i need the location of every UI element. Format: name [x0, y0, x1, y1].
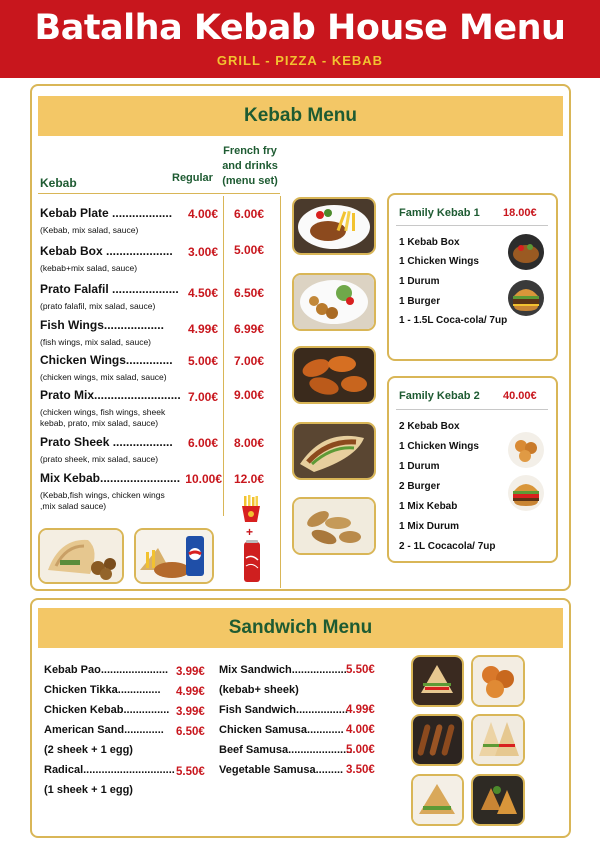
menu-item-desc: (fish wings, mix salad, sauce) [40, 337, 152, 347]
family-kebab-2-item: 1 Chicken Wings [399, 441, 479, 452]
menu-item-regular-price: 7.00€ [187, 390, 218, 404]
column-divider-right [280, 196, 281, 588]
menu-item-set-price: 5.00€ [233, 243, 265, 257]
triangle-sandwich-photo [471, 714, 525, 766]
menu-item-regular-price: 4.00€ [187, 207, 218, 221]
menu-item-regular-price: 10.00€ [185, 472, 222, 486]
sandwich-item-name: Vegetable Samusa......... [219, 764, 344, 776]
sandwich-item-name: Chicken Samusa............ [219, 724, 344, 736]
col-header-set [214, 144, 286, 189]
sandwich-item-name: American Sand............. [44, 724, 164, 736]
menu-item-desc: (prato sheek, mix salad, sauce) [40, 454, 159, 464]
family-kebab-1-item: 1 Kebab Box [399, 237, 460, 248]
menu-item-desc: (prato falafil, mix salad, sauce) [40, 301, 156, 311]
family-kebab-1-price: 18.00€ [503, 207, 537, 219]
menu-item-regular-price: 4.50€ [187, 286, 218, 300]
menu-item-name: Prato Mix.......................... [40, 388, 181, 402]
seekh-kebab-photo [411, 714, 464, 766]
family-kebab-2-item: 2 Burger [399, 481, 441, 492]
durum-wrap-photo [292, 422, 376, 480]
sandwich-item-price: 3.99€ [176, 706, 205, 718]
sandwich-item-name: Chicken Kebab............... [44, 704, 170, 716]
sandwich-item-price: 4.99€ [176, 686, 205, 698]
sandwich-item-price: 5.00€ [346, 744, 375, 756]
page-title: Batalha Kebab House Menu [34, 8, 566, 48]
family-kebab-1-item: 1 Durum [399, 276, 440, 287]
menu-item-name: Kebab Box .................... [40, 244, 173, 258]
kebab-plate-photo [292, 197, 376, 255]
sandwich-item-name: Mix Sandwich.................. [219, 664, 347, 676]
sandwich-item-name: Kebab Pao...................... [44, 664, 169, 676]
menu-item-name: Prato Falafil .................... [40, 282, 179, 296]
chicken-tikka-photo [471, 655, 525, 707]
sandwich-item-price: 3.99€ [176, 666, 205, 678]
col-header-set-line2: and drinks [222, 160, 278, 172]
col-header-regular: Regular [172, 172, 213, 184]
sandwich-item-price: 4.00€ [346, 724, 375, 736]
sandwich-item-price: 3.50€ [346, 764, 375, 776]
family-kebab-1-item: 1 Burger [399, 296, 441, 307]
sandwich-item-name: Chicken Tikka.............. [44, 684, 161, 696]
menu-item-name: Kebab Plate .................. [40, 206, 173, 220]
menu-item-set-price: 6.99€ [233, 322, 265, 336]
menu-item-name: Fish Wings.................. [40, 318, 164, 332]
grilled-sandwich-photo [411, 774, 464, 826]
family-kebab-1-item: 1 - 1.5L Coca-cola/ 7up [399, 315, 508, 326]
menu-item-regular-price: 6.00€ [187, 436, 218, 450]
menu-item-set-price: 6.00€ [233, 207, 265, 221]
menu-item-desc: (Kebab,fish wings, chicken wings [40, 490, 165, 500]
menu-item-desc: ,mix salad sauce) [40, 501, 107, 511]
cola-can-icon [243, 540, 261, 584]
burger-photo [508, 475, 544, 511]
menu-item-set-price: 12.0€ [233, 472, 265, 486]
family-kebab-2-item: 1 Durum [399, 461, 440, 472]
sandwich-menu-heading: Sandwich Menu [228, 617, 373, 638]
sandwich-item-price: 4.99€ [346, 704, 375, 716]
menu-item-name: Prato Sheek .................. [40, 435, 173, 449]
plus-sign: + [246, 525, 254, 539]
menu-item-set-price: 6.50€ [233, 286, 265, 300]
sandwich-item-note: (2 sheek + 1 egg) [44, 744, 133, 756]
menu-item-regular-price: 4.99€ [187, 322, 218, 336]
club-sandwich-photo [411, 655, 464, 707]
family-kebab-1-title: Family Kebab 1 [399, 207, 480, 219]
samusa-photo [471, 774, 525, 826]
family-kebab-2-title: Family Kebab 2 [399, 390, 480, 402]
sandwich-item-price: 5.50€ [346, 664, 375, 676]
sandwich-item-price: 6.50€ [176, 726, 205, 738]
menu-item-set-price: 7.00€ [233, 354, 265, 368]
family-kebab-2-price: 40.00€ [503, 390, 537, 402]
menu-item-set-price: 9.00€ [233, 388, 265, 402]
menu-item-desc: kebab, prato, mix salad, sauce) [40, 418, 159, 428]
sandwich-item-note: (kebab+ sheek) [219, 684, 299, 696]
page-subtitle: GRILL - PIZZA - KEBAB [216, 53, 384, 68]
family-kebab-1-divider [396, 225, 548, 226]
family-kebab-2-item: 2 Kebab Box [399, 421, 460, 432]
fish-wings-photo [292, 497, 376, 555]
menu-item-desc: (chicken wings, mix salad, sauce) [40, 372, 167, 382]
wrap-falafel-photo [38, 528, 124, 584]
sandwich-item-name: Fish Sandwich................. [219, 704, 348, 716]
menu-item-name: Mix Kebab........................ [40, 471, 181, 485]
falafel-plate-photo [292, 273, 376, 331]
menu-item-desc: (chicken wings, fish wings, sheek [40, 407, 166, 417]
menu-item-regular-price: 5.00€ [187, 354, 218, 368]
chicken-nuggets-photo [508, 432, 544, 468]
col-header-set-line3: (menu set) [222, 175, 278, 187]
family-kebab-2-item: 1 Mix Durum [399, 521, 460, 532]
family-kebab-2-item: 1 Mix Kebab [399, 501, 458, 512]
burger-photo [508, 280, 544, 316]
sandwich-item-price: 5.50€ [176, 766, 205, 778]
menu-item-desc: (Kebab, mix salad, sauce) [40, 225, 139, 235]
menu-item-set-price: 8.00€ [233, 436, 265, 450]
family-kebab-2-divider [396, 409, 548, 410]
column-header-divider [38, 193, 280, 194]
sandwich-item-name: Radical.............................. [44, 764, 175, 776]
fries-icon [240, 495, 262, 523]
col-header-kebab: Kebab [40, 176, 77, 190]
sandwich-item-name: Beef Samusa..................... [219, 744, 353, 756]
kebab-fries-drink-photo [134, 528, 214, 584]
menu-item-desc: (kebab+mix salad, sauce) [40, 263, 138, 273]
menu-item-regular-price: 3.00€ [187, 245, 218, 259]
sandwich-item-note: (1 sheek + 1 egg) [44, 784, 133, 796]
family-kebab-2-item: 2 - 1L Cocacola/ 7up [399, 541, 496, 552]
chicken-wings-photo [292, 346, 376, 404]
menu-item-name: Chicken Wings.............. [40, 353, 173, 367]
family-kebab-1-item: 1 Chicken Wings [399, 256, 479, 267]
kebab-box-photo [508, 234, 544, 270]
col-header-set-line1: French fry [223, 145, 277, 157]
kebab-menu-heading: Kebab Menu [244, 105, 357, 126]
